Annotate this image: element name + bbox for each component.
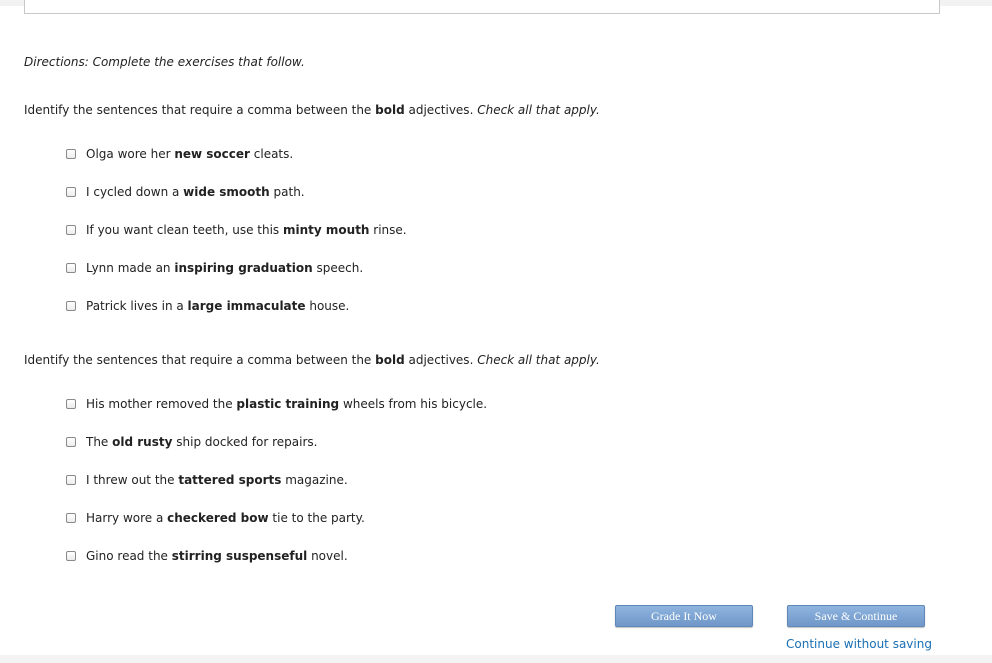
continue-without-saving-link[interactable]: Continue without saving [786,637,932,651]
option-label: Lynn made an inspiring graduation speech. [86,261,364,275]
option-label: Olga wore her new soccer cleats. [86,147,294,161]
q2-option-4[interactable] [66,511,365,525]
question-2-prompt: Identify the sentences that require a comma between the bold adjectives. Check all that apply. [24,353,600,367]
checkbox[interactable] [66,437,76,447]
checkbox[interactable] [66,225,76,235]
q2-option-5[interactable] [66,549,348,563]
grade-it-now-button[interactable]: Grade It Now [615,605,753,627]
q1-option-1[interactable] [66,147,293,161]
q2-option-3[interactable] [66,473,348,487]
checkbox[interactable] [66,399,76,409]
q1-option-5[interactable] [66,299,349,313]
checkbox[interactable] [66,149,76,159]
checkbox[interactable] [66,513,76,523]
checkbox[interactable] [66,301,76,311]
checkbox[interactable] [66,551,76,561]
option-label: Patrick lives in a large immaculate house. [86,299,350,313]
option-label: Gino read the stirring suspenseful novel. [86,549,348,563]
previous-content-box [24,0,940,14]
bottom-bar [0,655,992,663]
option-label: If you want clean teeth, use this minty mouth rinse. [86,223,407,237]
checkbox[interactable] [66,187,76,197]
option-label: Harry wore a checkered bow tie to the party. [86,511,365,525]
checkbox[interactable] [66,475,76,485]
q2-option-1[interactable] [66,397,487,411]
option-label: His mother removed the plastic training wheels from his bicycle. [86,397,488,411]
option-label: I threw out the tattered sports magazine. [86,473,348,487]
q2-option-2[interactable] [66,435,317,449]
directions-text: Directions: Complete the exercises that follow. [24,55,305,69]
option-label: I cycled down a wide smooth path. [86,185,305,199]
q1-option-4[interactable] [66,261,363,275]
save-and-continue-button[interactable]: Save & Continue [787,605,925,627]
q1-option-2[interactable] [66,185,305,199]
q1-option-3[interactable] [66,223,407,237]
question-1-prompt: Identify the sentences that require a comma between the bold adjectives. Check all that apply. [24,103,600,117]
option-label: The old rusty ship docked for repairs. [86,435,318,449]
checkbox[interactable] [66,263,76,273]
